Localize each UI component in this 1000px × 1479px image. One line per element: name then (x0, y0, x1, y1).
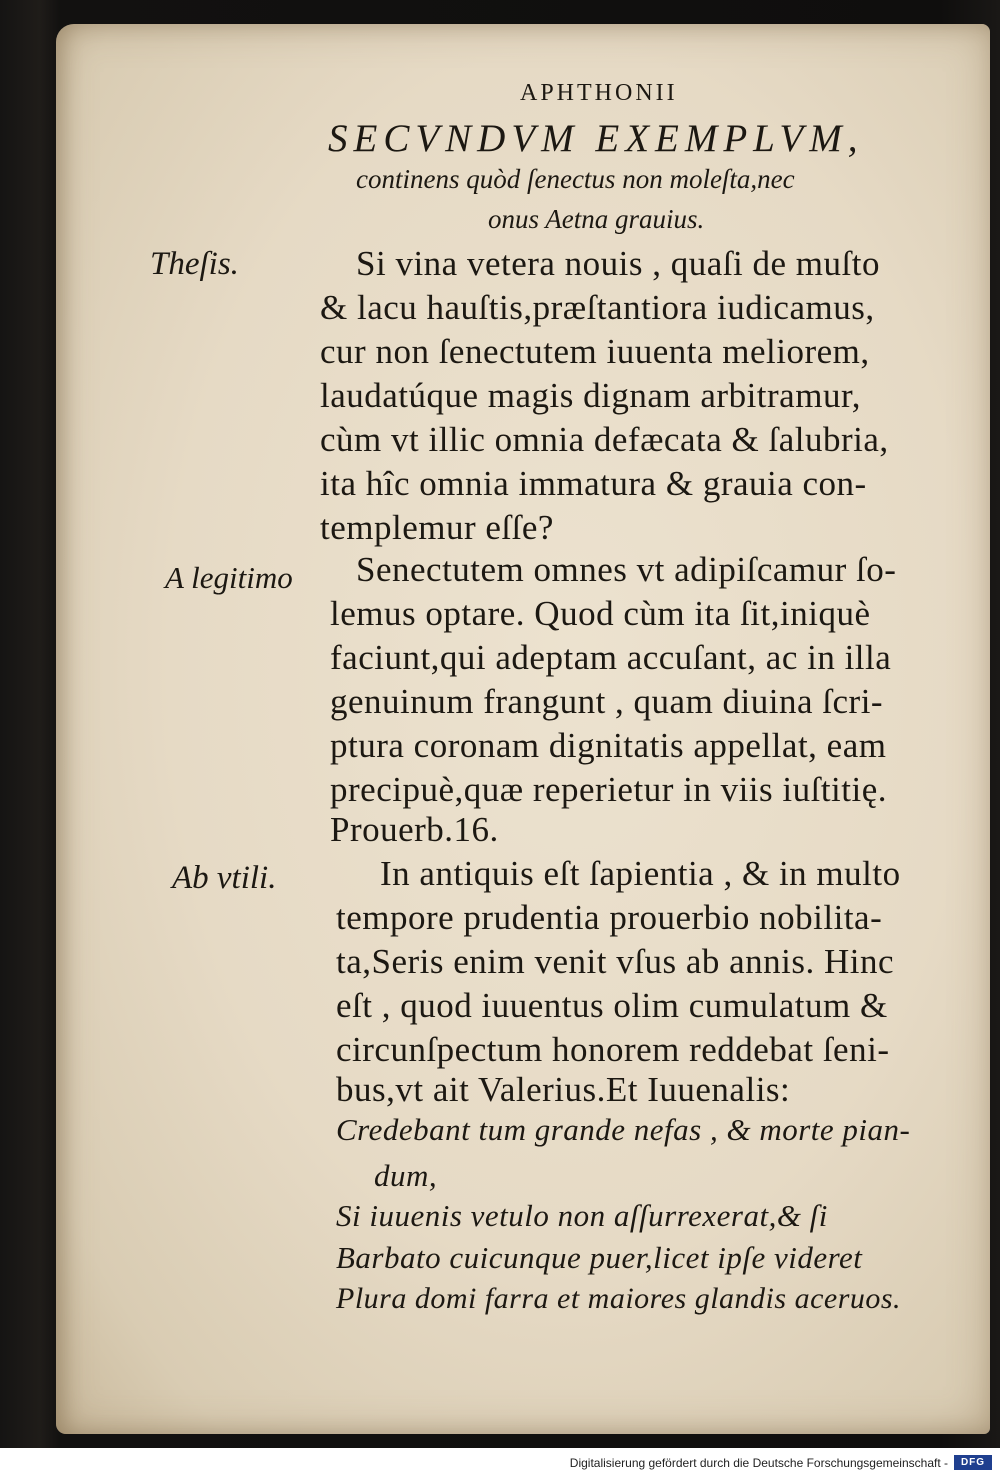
verse-line: dum, (374, 1158, 438, 1193)
body-line: lemus optare. Quod cùm ita ſit,iniquè (330, 594, 871, 633)
verse-line: Credebant tum grande nefas , & morte pian- (336, 1112, 911, 1147)
body-line: eſt , quod iuuentus olim cumulatum & (336, 986, 888, 1025)
body-line: circunſpectum honorem reddebat ſeni- (336, 1030, 890, 1069)
body-line: tempore prudentia prouerbio nobilita- (336, 898, 883, 937)
body-line: Prouerb.16. (330, 810, 499, 849)
running-head: APHTHONII (520, 80, 678, 106)
dfg-logo: DFG (954, 1455, 992, 1470)
body-line: templemur eſſe? (320, 508, 554, 547)
margin-note-thesis: Theſis. (150, 246, 239, 282)
body-line: Si vina vetera nouis , quaſi de muſto (356, 244, 880, 283)
body-line: precipuè,quæ reperietur in viis iuſtitię. (330, 770, 888, 809)
margin-note-legitimo: A legitimo (165, 560, 293, 595)
body-line: Senectutem omnes vt adipiſcamur ſo- (356, 550, 897, 589)
verse-line: Plura domi farra et maiores glandis aceruos. (336, 1282, 902, 1315)
body-line: ta,Seris enim venit vſus ab annis. Hinc (336, 942, 895, 981)
subtitle-line: onus Aetna grauius. (488, 204, 705, 234)
body-line: ptura coronam dignitatis appellat, eam (330, 726, 887, 765)
verse-line: Barbato cuicunque puer,licet ipſe videret (336, 1240, 863, 1275)
body-line: bus,vt ait Valerius.Et Iuuenalis: (336, 1070, 791, 1109)
body-line: cur non ſenectutem iuuenta meliorem, (320, 332, 870, 371)
verse-line: Si iuuenis vetulo non aſſurrexerat,& ſi (336, 1198, 828, 1233)
subtitle-line: continens quòd ſenectus non moleſta,nec (356, 164, 795, 194)
body-line: faciunt,qui adeptam accuſant, ac in illa (330, 638, 892, 677)
body-line: genuinum frangunt , quam diuina ſcri- (330, 682, 884, 721)
body-line: ita hîc omnia immatura & grauia con- (320, 464, 867, 503)
body-line: In antiquis eſt ſapientia , & in multo (380, 854, 901, 893)
body-line: laudatúque magis dignam arbitramur, (320, 376, 861, 415)
body-line: cùm vt illic omnia defæcata & ſalubria, (320, 420, 889, 459)
footer-credit: Digitalisierung gefördert durch die Deutsche Forschungsgemeinschaft - (569, 1456, 948, 1470)
digitization-footer (0, 1448, 1000, 1479)
page-title: SECVNDVM EXEMPLVM, (328, 117, 864, 160)
margin-note-utili: Ab vtili. (172, 860, 277, 896)
body-line: & lacu hauſtis,præſtantiora iudicamus, (320, 288, 875, 327)
